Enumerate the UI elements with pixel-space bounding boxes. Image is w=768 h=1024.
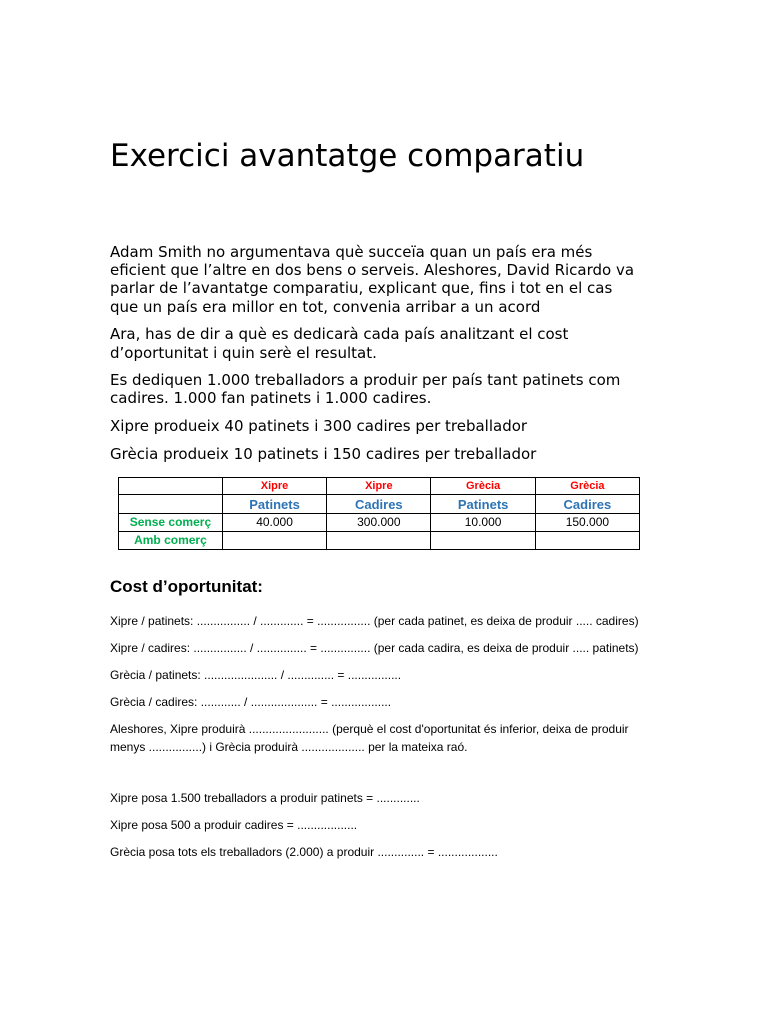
exercise-line: Grècia / patinets: ...................... / .............. = ................: [110, 668, 402, 682]
row-header-cell: Amb comerç: [119, 532, 223, 550]
exercise-line: Xipre posa 1.500 treballadors a produir patinets = .............: [110, 791, 420, 805]
table-cell: 10.000: [431, 514, 535, 532]
row-header-cell: Sense comerç: [119, 514, 223, 532]
section-heading: Cost d’oportunitat:: [110, 577, 263, 596]
table-cell: [119, 478, 223, 495]
country-header-row: [119, 478, 640, 495]
table-cell: [431, 532, 535, 550]
table-cell: 150.000: [535, 514, 639, 532]
exercise-line: Xipre / cadires: ................ / ............... = ............... (per cada cadira, es deixa de produir ..... patinets): [110, 641, 639, 655]
product-header-cell: Patinets: [222, 495, 326, 514]
table-row: [119, 532, 640, 550]
table-cell: 300.000: [327, 514, 431, 532]
exercise-line: Xipre posa 500 a produir cadires = ..................: [110, 818, 358, 832]
product-header-cell: Cadires: [327, 495, 431, 514]
exercise-line: Grècia / cadires: ............ / .................... = ..................: [110, 695, 392, 709]
product-header-row: [119, 495, 640, 514]
product-header-cell: Patinets: [431, 495, 535, 514]
product-header-cell: Cadires: [535, 495, 639, 514]
country-header-cell: Xipre: [327, 478, 431, 495]
intro-text: [110, 243, 645, 473]
table-row: [119, 514, 640, 532]
paragraph: Grècia produeix 10 patinets i 150 cadires per treballador: [110, 444, 537, 463]
paragraph: Adam Smith no argumentava què succeïa quan un país era més eficient que l’altre en dos bens o serveis. Aleshores, David Ricardo va parlar de l’avantatge comparatiu, explicant que, fins i tot en el cas que un país era millor en tot, convenia arribar a un acord: [110, 243, 635, 316]
table-cell: 40.000: [222, 514, 326, 532]
country-header-cell: Xipre: [222, 478, 326, 495]
exercise-list: [110, 612, 645, 870]
paragraph: Ara, has de dir a què es dedicarà cada país analitzant el cost d’oportunitat i quin serè el resultat.: [110, 325, 569, 362]
table-cell: [222, 532, 326, 550]
exercise-line: Aleshores, Xipre produirà ........................ (perquè el cost d'oportunitat és inferior, deixa de produir menys ................) i Grècia produirà ................... per la mateixa raó.: [110, 722, 629, 754]
paragraph: Es dediquen 1.000 treballadors a produir per país tant patinets com cadires. 1.000 fan patinets i 1.000 cadires.: [110, 371, 621, 408]
table-cell: [327, 532, 431, 550]
table-cell: [535, 532, 639, 550]
country-header-cell: Grècia: [431, 478, 535, 495]
table-cell: [119, 495, 223, 514]
paragraph: Xipre produeix 40 patinets i 300 cadires per treballador: [110, 417, 528, 436]
exercise-line: Xipre / patinets: ................ / ............. = ................ (per cada patinet, es deixa de produir ..... cadires): [110, 614, 639, 628]
document-title: Exercici avantatge comparatiu: [110, 138, 585, 174]
exercise-line: Grècia posa tots els treballadors (2.000) a produir .............. = ..................: [110, 845, 498, 859]
production-table: [118, 477, 640, 550]
country-header-cell: Grècia: [535, 478, 639, 495]
